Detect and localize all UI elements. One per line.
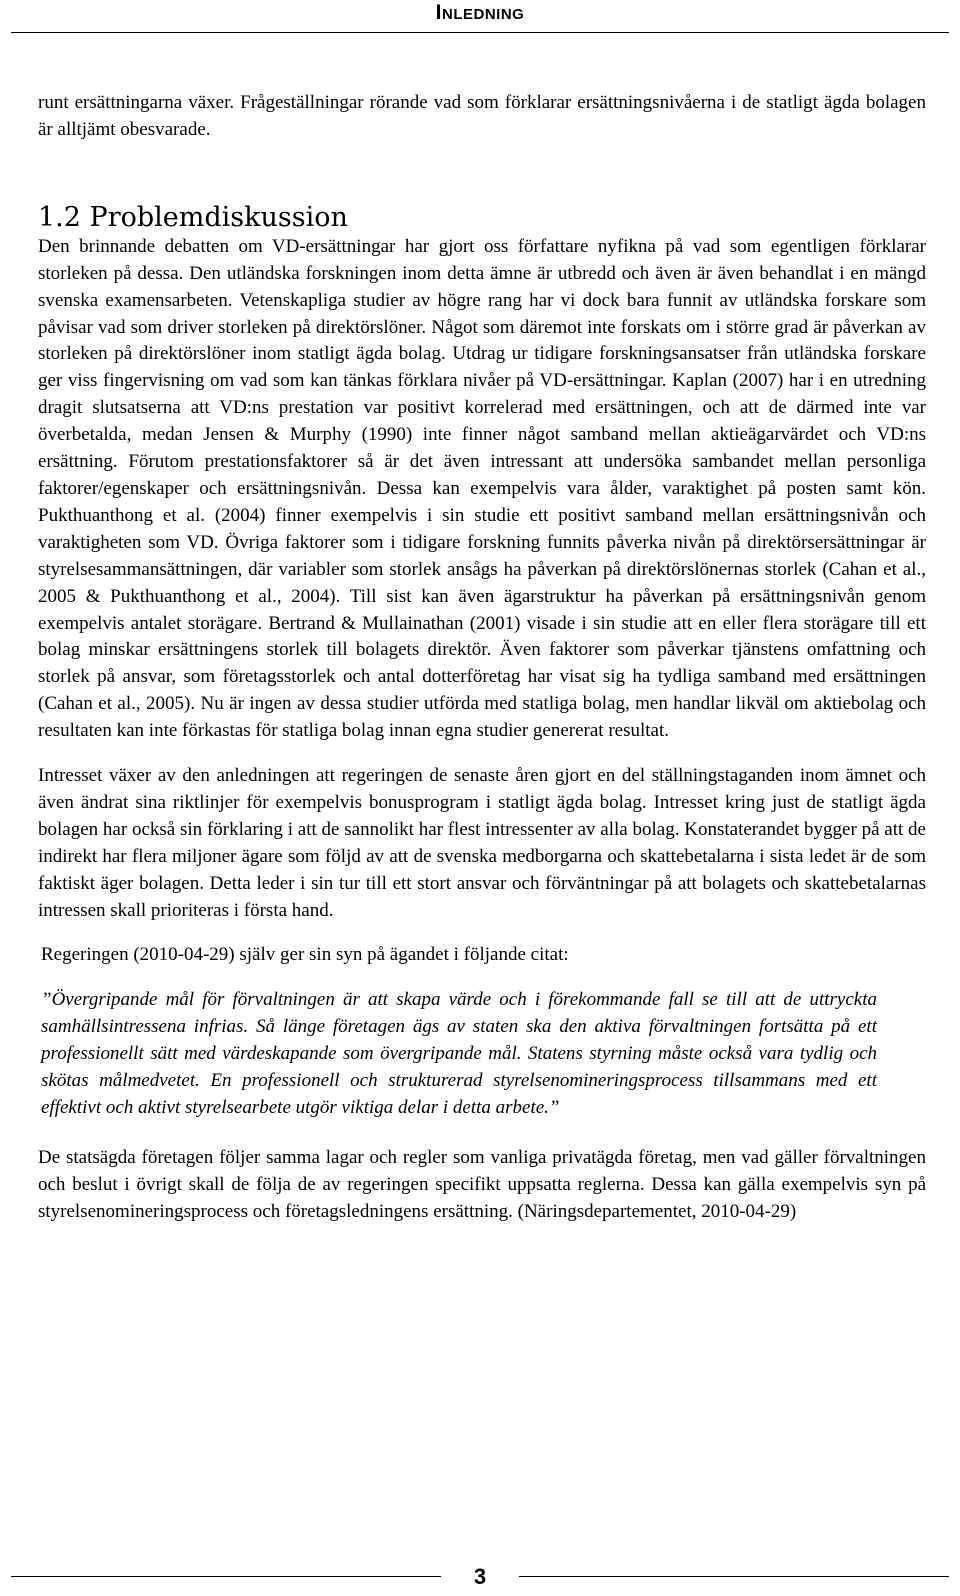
paragraph-statsagda: De statsägda företagen följer samma lagar och regler som vanliga privatägda företag, men vad gäller förvaltningen och beslut i övrigt skall de följa de av regeringen specifikt uppsatta reglerna. Dessa kan gälla exempelvis syn på styrelsenomineringsprocess och företagsledningens ersättning. (Näringsdepartementet, 2010-04-29) [38, 1147, 926, 1223]
running-header: Inledning [435, 1, 525, 24]
paragraph-problemdiskussion: Den brinnande debatten om VD-ersättningar har gjort oss författare nyfikna på vad som egentligen förklarar storleken på dessa. Den utländska forskningen inom detta ämne är utbredd och även är även behandlat i en mängd svenska examensarbeten. Vetenskapliga studier av högre rang har vi dock bara funnit av utländska forskare som påvisar vad som driver storleken på direktörslöner. Något som däremot inte forskats om i större grad är påverkan av storleken på direktörslöner inom statligt ägda bolag. Utdrag ur tidigare forskningsansatser från utländska forskare ger viss fingervisning om vad som kan tänkas förklara nivåer på VD-ersättningar. Kaplan (2007) har i en utredning dragit slutsatserna att VD:ns prestation var positivt korrelerad med ersättningen, och att de därmed inte var överbetalda, medan Jensen & Murphy (1990) inte finner något samband mellan aktieägarvärdet och VD:ns ersättning. Förutom prestationsfaktorer så är det även intressant att undersöka sambandet mellan personliga faktorer/egenskaper och ersättningsnivån. Dessa kan exempelvis vara ålder, varaktighet på posten samt kön. Pukthuanthong et al. (2004) finner exempelvis i sin studie ett positivt samband mellan ersättningsnivån och varaktigheten som VD. Övriga faktorer som i tidigare forskning funnits påverka nivån på direktörsersättningar är styrelsesammansättningen, där variabler som storlek ansågs ha påverkan på direktörslönernas storlek (Cahan et al., 2005 & Pukthuanthong et al., 2004). Till sist kan även ägarstruktur ha påverkan på ersättningsnivån genom exempelvis antalet storägare. Bertrand & Mullainathan (2001) visade i sin studie att en eller flera storägare till ett bolag minskar ersättningens storlek till bolagets direktör. Även faktorer som påverkar tjänstens omfattning och storlek på ansvar, som företagsstorlek och antal dotterföretag har visat sig ha tydliga samband med ersättningen (Cahan et al., 2005). Nu är ingen av dessa studier utförda med statliga bolag, men handlar likväl om aktiebolag och resultaten kan inte förkastas för statliga bolag innan egna studier genererat resultat. [38, 235, 926, 742]
paragraph-continuation: runt ersättningarna växer. Frågeställningar rörande vad som förklarar ersättningsnivåerna i de statligt ägda bolagen är alltjämt obesvarade. [38, 92, 926, 140]
page-number: 3 [473, 1564, 487, 1589]
paragraph-intresset: Intresset växer av den anledningen att regeringen de senaste åren gjort en del ställningstaganden inom ämnet och även ändrat sina riktlinjer för exempelvis bonusprogram i statligt ägda bolag. Intresset kring just de statligt ägda bolagen har också sin förklaring i att de sannolikt har flest intressenter av alla bolag. Konstaterandet bygger på att de indirekt har flera miljoner ägare som följd av att de svenska medborgarna och skattebetalarna i sista ledet är de som faktiskt äger bolagen. Detta leder i sin tur till ett stort ansvar och förväntningar på att bolagets och skattebetalarnas intressen skall prioriteras i första hand. [38, 765, 926, 921]
header-rule [11, 32, 949, 33]
section-heading: 1.2 Problemdiskussion [38, 201, 348, 233]
page-content [38, 90, 926, 1226]
paragraph-regeringen: Regeringen (2010-04-29) själv ger sin syn på ägandet i följande citat: [41, 944, 569, 966]
footer-rule-right [519, 1576, 949, 1577]
government-quote: ”Övergripande mål för förvaltningen är att skapa värde och i förekommande fall se till att de uttryckta samhällsintressena infrias. Så länge företagen ägs av staten ska den aktiva förvaltningen fortsätta på ett professionellt sätt med värdeskapande som övergripande mål. Statens styrning måste också vara tydlig och skötas målmedvetet. En professionell och strukturerad styrelsenomineringsprocess tillsammans med ett effektivt och aktivt styrelsearbete utgör viktiga delar i detta arbete.” [41, 989, 877, 1119]
